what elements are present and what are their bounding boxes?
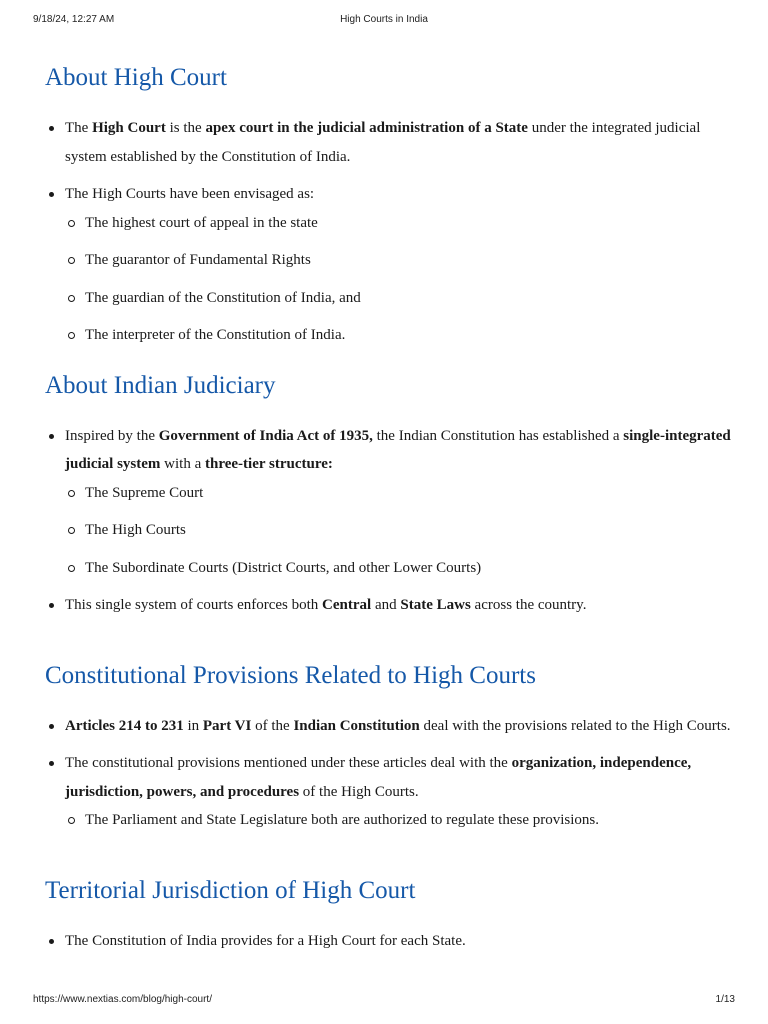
sub-item: The guarantor of Fundamental Rights — [65, 246, 735, 275]
heading-territorial-jurisdiction: Territorial Jurisdiction of High Court — [45, 876, 416, 904]
bold-text: Central — [322, 597, 372, 613]
text: The constitutional provisions mentioned under these articles deal with the — [65, 755, 512, 771]
bold-text: High Court — [92, 120, 166, 136]
text: is the — [165, 120, 206, 136]
sub-list — [65, 479, 735, 583]
text: under the integrated judicial system established by the Constitution of India. — [65, 120, 701, 165]
sub-item: The interpreter of the Constitution of India. — [65, 321, 735, 350]
bold-text: Government of India Act of 1935, — [158, 427, 373, 444]
text: of the High Courts. — [299, 783, 419, 800]
bullet-item — [45, 422, 735, 583]
text: with a — [160, 456, 205, 472]
text: deal with the provisions related to the High Courts. — [419, 717, 731, 734]
bullet-list — [45, 114, 735, 350]
bold-text: three-tier structure: — [205, 456, 333, 472]
print-url: https://www.nextias.com/blog/high-court/ — [33, 994, 212, 1005]
article-content — [45, 58, 735, 955]
bold-text: organization, independence, jurisdiction, powers, and procedures — [65, 755, 692, 800]
sub-list — [65, 209, 735, 350]
bold-text: Articles 214 to 231 — [65, 717, 184, 734]
text: The High Courts have been envisaged as: — [65, 186, 315, 202]
heading-constitutional-provisions: Constitutional Provisions Related to High Courts — [45, 661, 536, 689]
bullet-item — [45, 749, 735, 835]
bold-text: Part VI — [202, 717, 252, 734]
bullet-list — [45, 422, 735, 620]
sub-list — [65, 806, 735, 835]
bullet-list — [45, 712, 735, 835]
bullet-item — [45, 114, 735, 171]
bold-text: apex court in the judicial administration of a State — [205, 120, 528, 136]
bold-text: single-integrated judicial system — [65, 427, 731, 472]
text: across the country. — [470, 597, 587, 613]
sub-item: The guardian of the Constitution of India, and — [65, 284, 735, 313]
section-about-high-court — [45, 58, 735, 350]
text: Inspired by the — [65, 427, 159, 444]
sub-item: The highest court of appeal in the state — [65, 209, 735, 238]
bold-text: State Laws — [400, 597, 471, 613]
text: in — [183, 717, 203, 734]
text: and — [371, 597, 401, 613]
heading-about-indian-judiciary: About Indian Judiciary — [45, 371, 276, 399]
text: of the — [251, 717, 294, 734]
sub-item: The Subordinate Courts (District Courts, and other Lower Courts) — [65, 554, 735, 583]
sub-item: The Parliament and State Legislature both are authorized to regulate these provisions. — [65, 806, 735, 835]
bullet-list — [45, 927, 735, 956]
heading-about-high-court: About High Court — [45, 64, 227, 91]
print-title: High Courts in India — [340, 14, 428, 25]
section-territorial-jurisdiction — [45, 871, 735, 956]
bullet-item — [45, 180, 735, 350]
print-footer — [0, 994, 768, 1010]
text: The — [65, 120, 93, 136]
section-about-indian-judiciary — [45, 366, 735, 620]
print-header — [0, 14, 768, 30]
text: This single system of courts enforces both — [65, 597, 323, 613]
sub-item: The Supreme Court — [65, 479, 735, 508]
sub-item: The High Courts — [65, 516, 735, 545]
print-datetime: 9/18/24, 12:27 AM — [33, 14, 115, 25]
bullet-item — [45, 712, 735, 741]
bullet-item: The Constitution of India provides for a High Court for each State. — [45, 927, 735, 956]
print-page-number: 1/13 — [715, 994, 735, 1005]
section-constitutional-provisions — [45, 656, 735, 835]
text: the Indian Constitution has established a — [372, 427, 624, 444]
bullet-item — [45, 591, 735, 620]
bold-text: Indian Constitution — [293, 717, 420, 734]
